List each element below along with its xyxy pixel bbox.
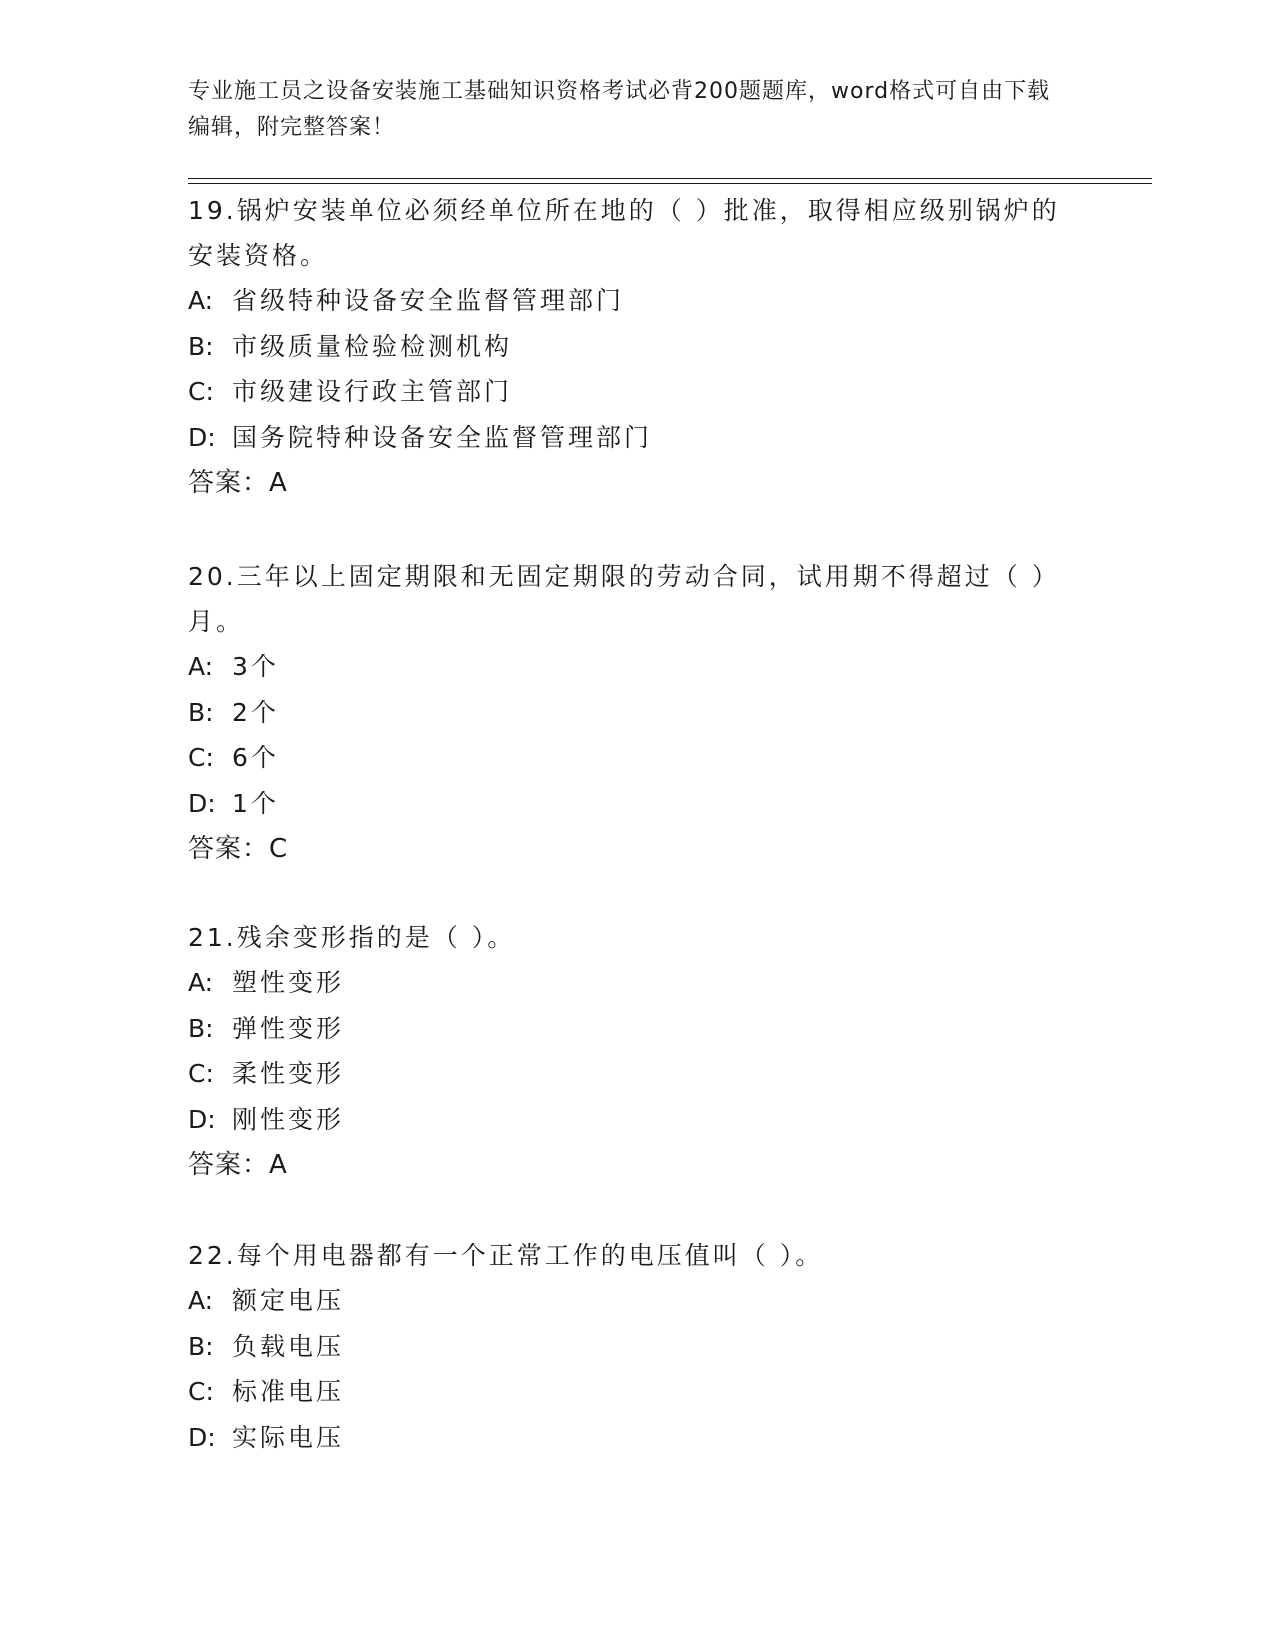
question-stem: 20.三年以上固定期限和无固定期限的劳动合同，试用期不得超过（ ）月。 — [188, 562, 1060, 636]
option-key: B: — [188, 697, 214, 727]
option-b — [188, 1006, 1068, 1052]
option-text: 国务院特种设备安全监督管理部门 — [232, 422, 653, 452]
option-d — [188, 1097, 1068, 1143]
option-text: 市级质量检验检测机构 — [232, 331, 513, 361]
option-c — [188, 735, 1068, 781]
option-key: C: — [188, 1059, 214, 1088]
option-a — [188, 960, 1068, 1006]
option-key: A: — [188, 652, 214, 681]
document-header: 专业施工员之设备安装施工基础知识资格考试必背200题题库，word格式可自由下载编辑，附完整答案！ — [188, 79, 1051, 140]
answer-line: 答案：C — [188, 834, 289, 864]
option-c — [188, 1051, 1068, 1097]
question-20 — [188, 554, 1068, 872]
question-stem: 21.残余变形指的是（ ）。 — [188, 923, 516, 952]
option-text: 额定电压 — [232, 1286, 345, 1315]
option-key: B: — [188, 1331, 214, 1361]
option-key: C: — [188, 743, 214, 772]
option-b — [188, 690, 1068, 736]
option-text: 刚性变形 — [232, 1104, 345, 1134]
option-key: D: — [188, 788, 216, 818]
option-text: 市级建设行政主管部门 — [232, 377, 513, 406]
option-text: 弹性变形 — [232, 1013, 345, 1043]
question-22 — [188, 1233, 1068, 1460]
option-b — [188, 324, 1068, 370]
option-a — [188, 1278, 1068, 1324]
option-key: B: — [188, 331, 214, 361]
option-c — [188, 369, 1068, 415]
option-text: 负载电压 — [232, 1331, 345, 1361]
answer-line: 答案：A — [188, 1150, 288, 1180]
option-text: 塑性变形 — [232, 968, 345, 997]
option-a — [188, 278, 1068, 324]
option-d — [188, 1415, 1068, 1461]
option-key: A: — [188, 286, 214, 315]
option-key: D: — [188, 422, 216, 452]
option-key: C: — [188, 1377, 214, 1406]
question-stem: 19.锅炉安装单位必须经单位所在地的（ ）批准，取得相应级别锅炉的安装资格。 — [188, 196, 1060, 270]
header-divider-top — [188, 178, 1152, 179]
option-text: 实际电压 — [232, 1422, 345, 1452]
option-d — [188, 781, 1068, 827]
option-key: A: — [188, 1286, 214, 1315]
answer-line: 答案：A — [188, 468, 288, 498]
option-c — [188, 1369, 1068, 1415]
option-text: 3个 — [232, 652, 279, 681]
question-21 — [188, 915, 1068, 1188]
question-19 — [188, 188, 1068, 506]
question-stem: 22.每个用电器都有一个正常工作的电压值叫（ ）。 — [188, 1241, 824, 1270]
option-text: 2个 — [232, 697, 279, 727]
option-d — [188, 415, 1068, 461]
option-text: 省级特种设备安全监督管理部门 — [232, 286, 625, 315]
option-key: A: — [188, 968, 214, 997]
option-key: D: — [188, 1104, 216, 1134]
option-text: 1个 — [232, 788, 279, 818]
option-a — [188, 644, 1068, 690]
option-text: 标准电压 — [232, 1377, 345, 1406]
option-b — [188, 1324, 1068, 1370]
option-text: 柔性变形 — [232, 1059, 345, 1088]
option-text: 6个 — [232, 743, 279, 772]
option-key: C: — [188, 377, 214, 406]
header-divider-bottom — [188, 183, 1152, 184]
option-key: D: — [188, 1422, 216, 1452]
option-key: B: — [188, 1013, 214, 1043]
